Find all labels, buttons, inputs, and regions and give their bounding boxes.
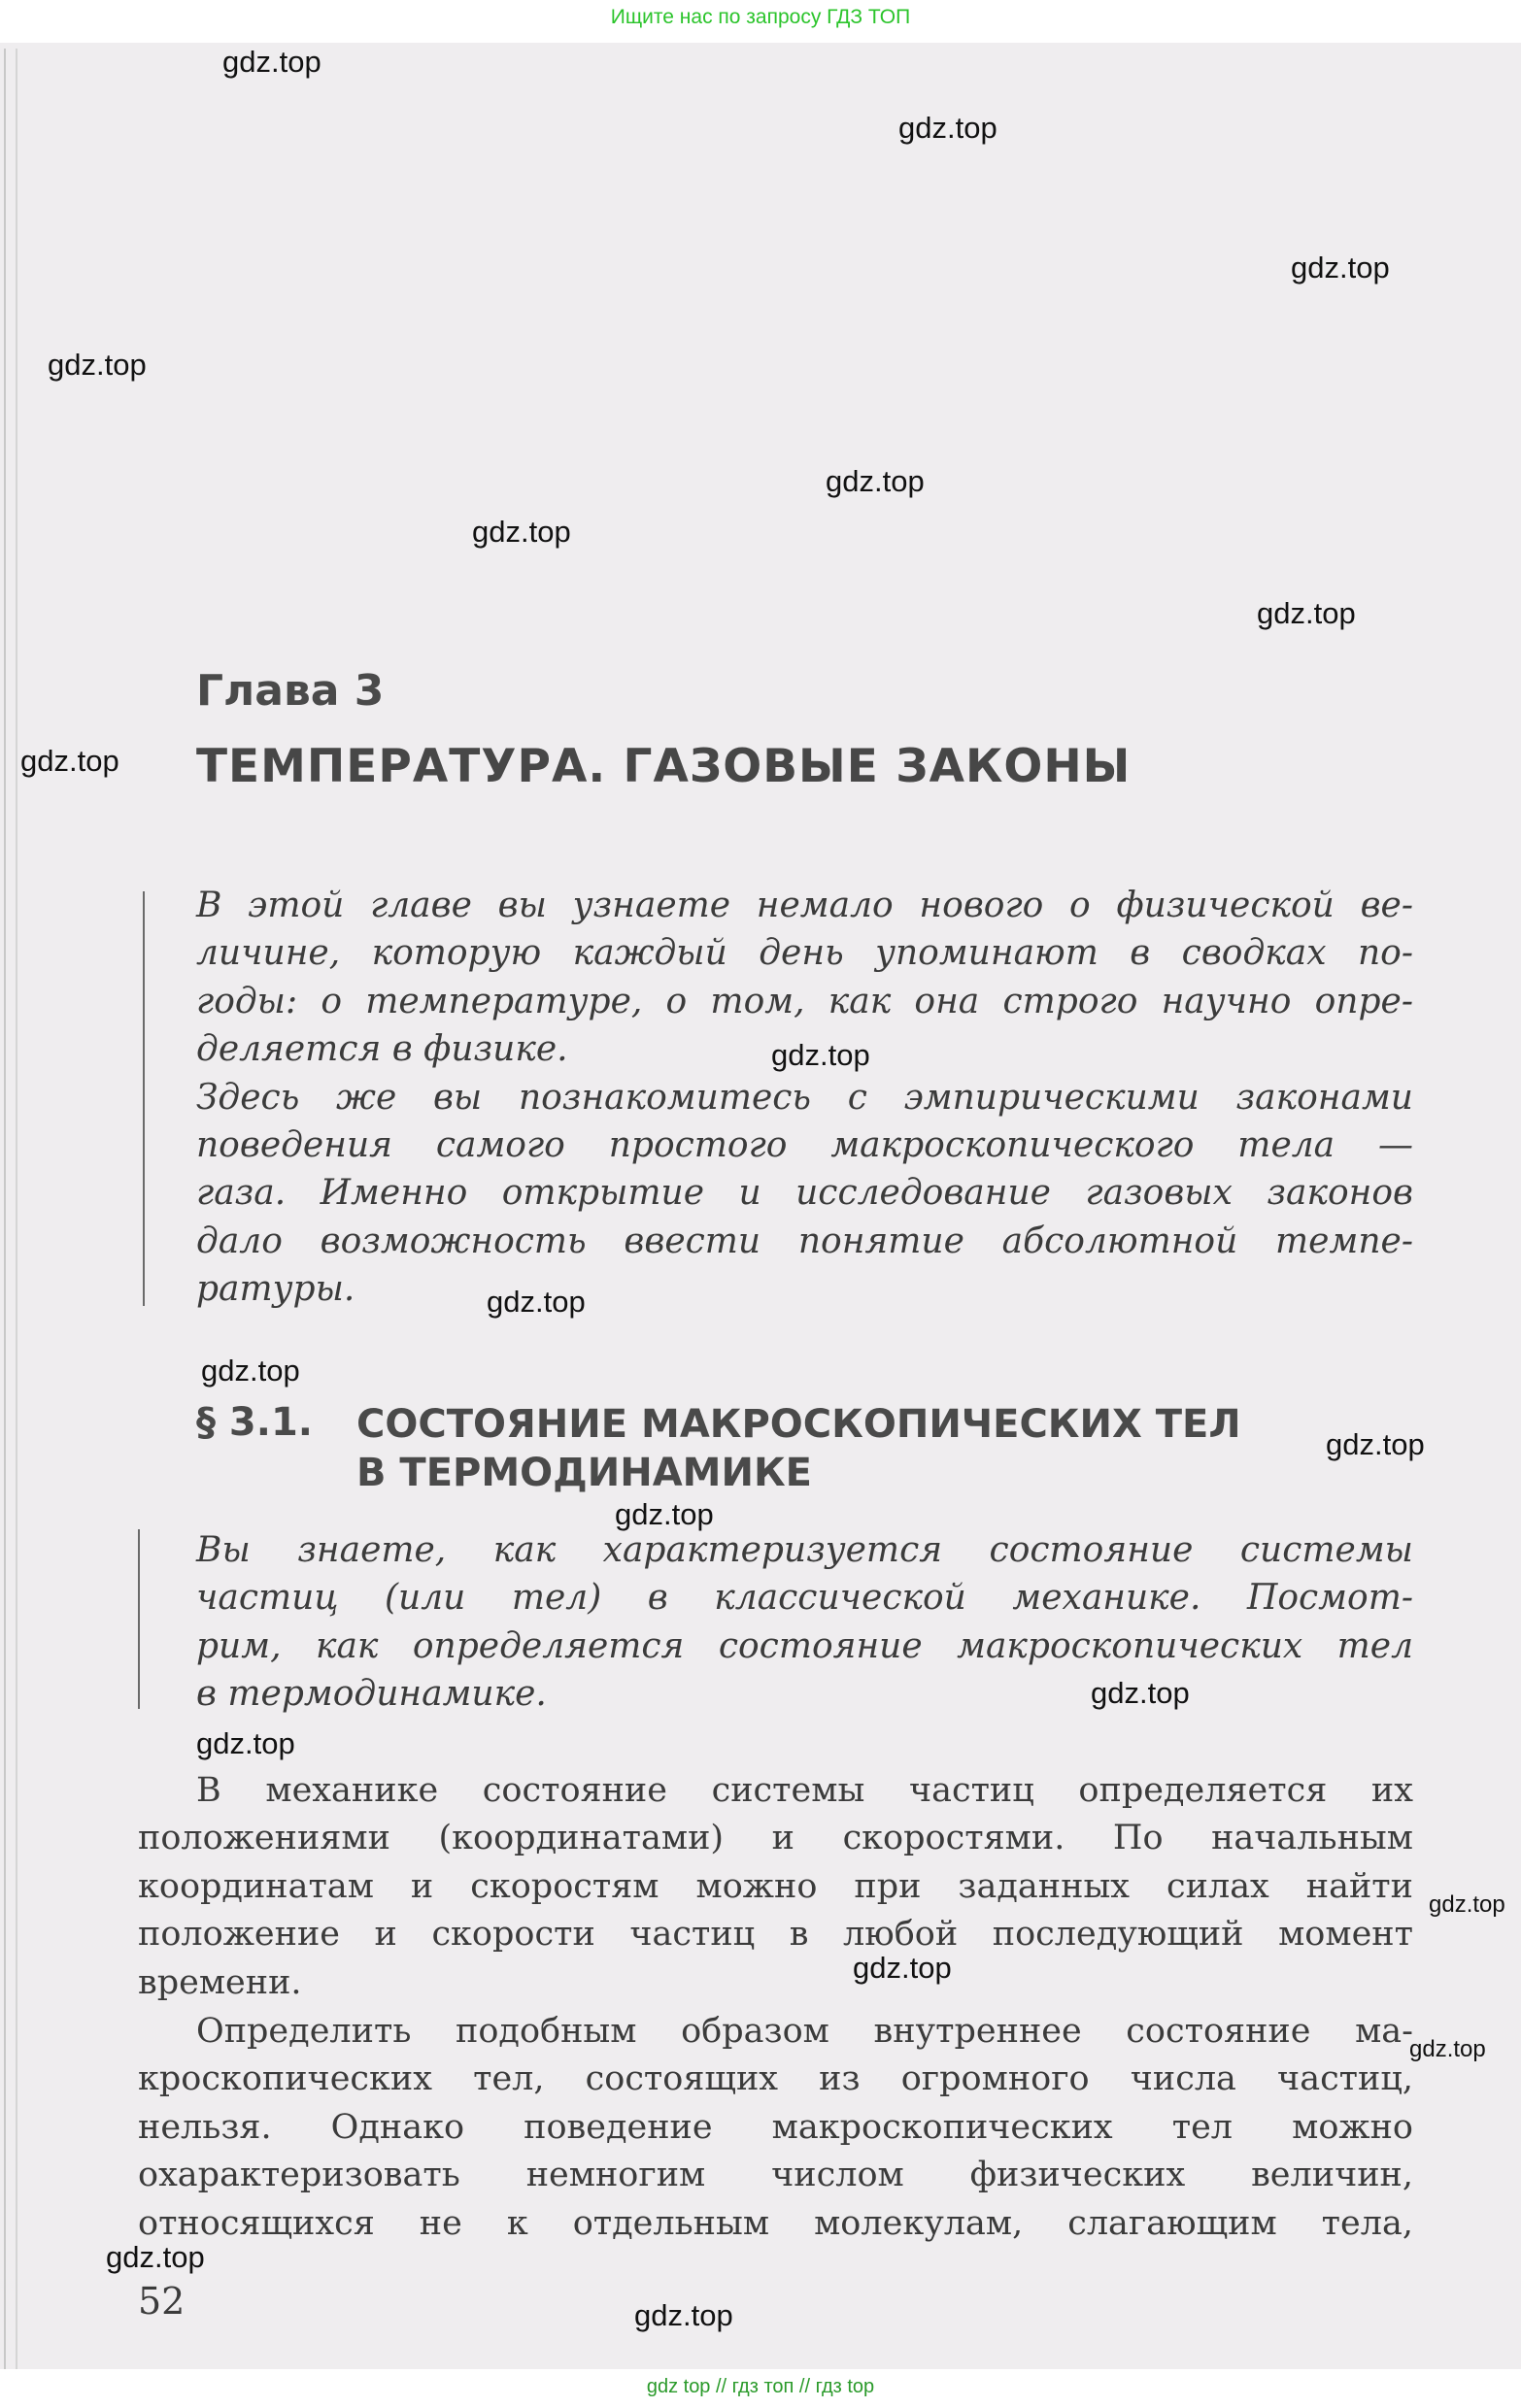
body-line: координатам и скоростям можно при заданных силах найти	[138, 1866, 1413, 1906]
watermark: gdz.top	[20, 744, 119, 778]
section-intro-line: частиц (или тел) в классической механике. Посмот-	[196, 1578, 1413, 1619]
watermark: gdz.top	[1091, 1676, 1190, 1710]
page-binding-edge	[4, 49, 17, 2369]
chapter-label: Глава 3	[196, 666, 385, 716]
body-line: кроскопических тел, состоящих из огромного числа частиц,	[138, 2059, 1413, 2099]
footer-banner	[0, 2369, 1521, 2408]
intro-line: ратуры.	[196, 1269, 355, 1310]
section-intro-line: рим, как определяется состояние макроскопических тел	[196, 1625, 1413, 1666]
intro-line: Здесь же вы познакомитесь с эмпирическими законами	[196, 1077, 1413, 1118]
intro-line: газа. Именно открытие и исследование газовых законов	[196, 1173, 1413, 1214]
watermark: gdz.top	[634, 2298, 733, 2332]
section-intro-margin-rule	[138, 1529, 140, 1709]
body-line: охарактеризовать немногим числом физических величин,	[138, 2156, 1413, 2195]
section-intro-line: в термодинамике.	[196, 1674, 547, 1715]
watermark: gdz.top	[1326, 1427, 1425, 1461]
watermark: gdz.top	[472, 515, 571, 549]
body-line: нельзя. Однако поведение макроскопических тел можно	[138, 2107, 1413, 2147]
watermark: gdz.top	[1429, 1891, 1505, 1918]
body-line: положение и скорости частиц в любой последующий момент	[138, 1915, 1413, 1955]
page-number: 52	[138, 2280, 186, 2323]
section-intro-line: Вы знаете, как характеризуется состояние системы	[196, 1530, 1413, 1570]
watermark: gdz.top	[826, 464, 925, 498]
body-text	[138, 1767, 1413, 2248]
watermark: gdz.top	[106, 2240, 205, 2274]
banner-text[interactable]: Ищите нас по запросу ГДЗ ТОП	[610, 6, 911, 28]
intro-line: годы: о температуре, о том, как она строго научно опре-	[196, 981, 1413, 1021]
section-title-line: В ТЕРМОДИНАМИКЕ	[356, 1451, 812, 1495]
watermark: gdz.top	[771, 1038, 870, 1072]
body-line: положениями (координатами) и скоростями. По начальным	[138, 1819, 1413, 1858]
intro-line: деляется в физике.	[196, 1029, 568, 1070]
watermark: gdz.top	[487, 1285, 586, 1319]
watermark: gdz.top	[898, 111, 997, 145]
section-number: § 3.1.	[196, 1400, 313, 1445]
watermark: gdz.top	[222, 45, 321, 79]
watermark: gdz.top	[615, 1497, 714, 1531]
intro-line: В этой главе вы узнаете немало нового о физической ве-	[196, 886, 1413, 925]
watermark: gdz.top	[196, 1726, 295, 1760]
watermark: gdz.top	[201, 1354, 300, 1388]
chapter-intro	[196, 882, 1413, 1314]
chapter-title: ТЕМПЕРАТУРА. ГАЗОВЫЕ ЗАКОНЫ	[196, 740, 1132, 793]
watermark: gdz.top	[1291, 251, 1390, 284]
section-title-line: СОСТОЯНИЕ МАКРОСКОПИЧЕСКИХ ТЕЛ	[356, 1402, 1241, 1447]
body-line: времени.	[138, 1962, 302, 2002]
section-title	[356, 1400, 1241, 1497]
footer-text[interactable]: gdz top // гдз топ // гдз top	[646, 2376, 875, 2397]
intro-line: поведения самого простого макроскопического тела —	[196, 1124, 1413, 1165]
watermark: gdz.top	[48, 348, 147, 382]
body-line: Определить подобным образом внутреннее состояние ма-	[196, 2011, 1413, 2051]
body-line: относящихся не к отдельным молекулам, слагающим тела,	[138, 2203, 1413, 2243]
body-line: В механике состояние системы частиц определяется их	[196, 1771, 1413, 1810]
intro-margin-rule	[143, 891, 145, 1306]
intro-line: личине, которую каждый день упоминают в сводках по-	[196, 933, 1413, 974]
watermark: gdz.top	[853, 1951, 952, 1985]
watermark: gdz.top	[1257, 596, 1356, 630]
top-banner	[0, 0, 1521, 41]
intro-line: дало возможность ввести понятие абсолютной темпе-	[196, 1221, 1413, 1261]
watermark: gdz.top	[1409, 2036, 1486, 2062]
section-intro	[196, 1526, 1413, 1719]
